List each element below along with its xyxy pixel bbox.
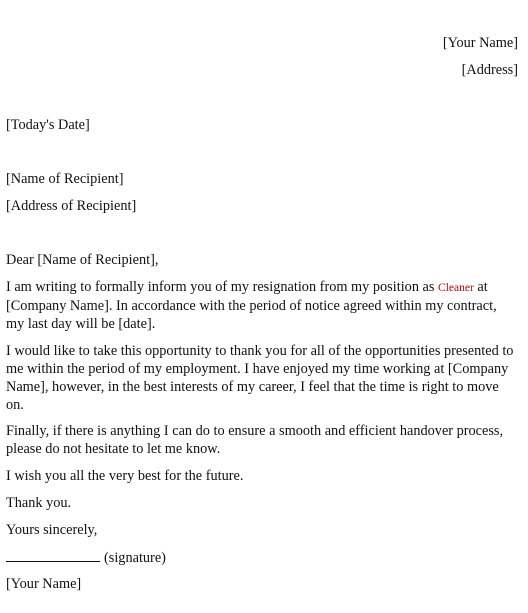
closing: Yours sincerely,	[6, 522, 98, 538]
body-paragraph-3: Finally, if there is anything I can do to ensure a smooth and efficient handover process, please do not hesitate to let me know.	[6, 423, 504, 457]
paragraph-1-start: I am writing to formally inform you of my resignation from my position as	[6, 279, 435, 295]
sender-address: [Address]	[461, 62, 518, 78]
letter-date: [Today's Date]	[6, 117, 90, 133]
salutation: Dear [Name of Recipient],	[6, 252, 159, 268]
recipient-address: [Address of Recipient]	[6, 198, 137, 214]
body-paragraph-1	[6, 278, 518, 333]
sender-name: [Your Name]	[442, 35, 518, 51]
body-paragraph-4: I wish you all the very best for the future.	[6, 468, 244, 484]
recipient-name: [Name of Recipient]	[6, 171, 124, 187]
paragraph-1-end: at [Company Name]. In accordance with the period of notice agreed within my contract, my last day will be [date].	[6, 279, 497, 332]
signature-line	[6, 548, 100, 562]
body-paragraph-5: Thank you.	[6, 495, 72, 511]
signature-row	[6, 548, 166, 567]
body-paragraph-2: I would like to take this opportunity to thank you for all of the opportunities presented to me within the period of my employment. I have enjoyed my time working at [Company Name], however, in the best interests of my career, I feel that the time is right to move on.	[6, 343, 514, 413]
position-title: Cleaner	[438, 282, 474, 294]
signoff-name: [Your Name]	[6, 576, 82, 592]
signature-label: (signature)	[104, 550, 166, 566]
